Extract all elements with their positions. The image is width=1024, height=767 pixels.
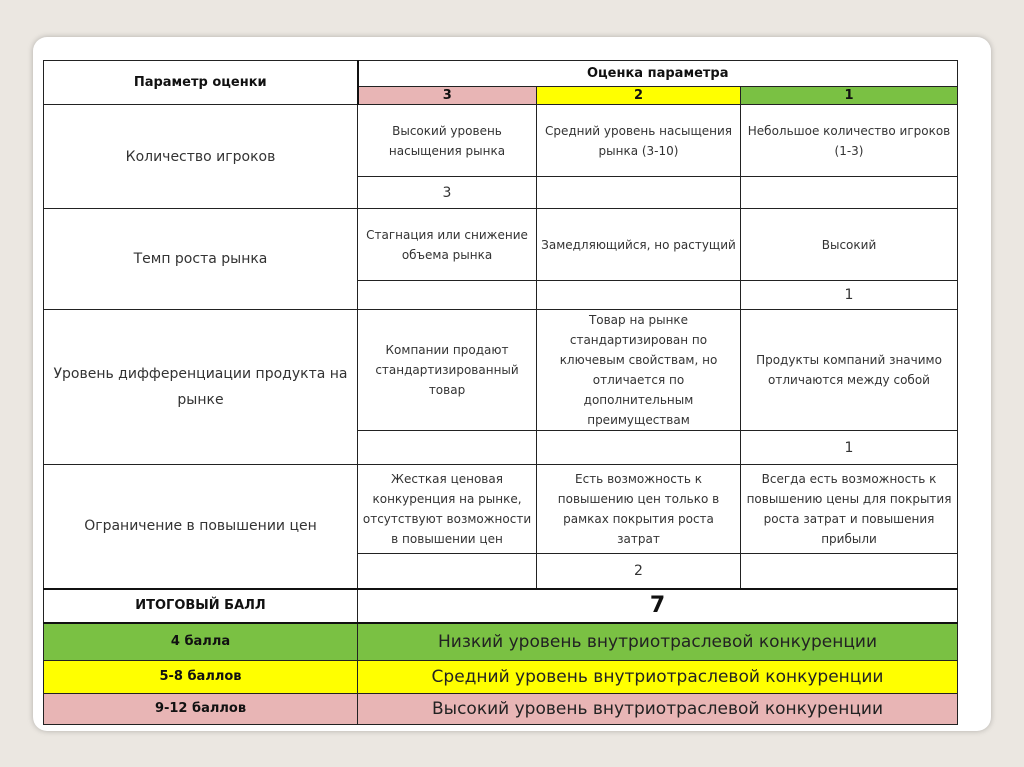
legend-medium-range: 5-8 баллов <box>44 661 358 694</box>
score-cell: 1 <box>741 431 958 465</box>
desc-cell: Всегда есть возможность к повышению цены для покрытия роста затрат и повышения прибыли <box>741 465 958 554</box>
legend-high-text: Высокий уровень внутриотраслевой конкуренции <box>358 694 958 725</box>
grade-3-header: 3 <box>358 87 537 105</box>
score-cell <box>537 281 741 310</box>
desc-cell: Высокий <box>741 209 958 281</box>
score-cell <box>358 554 537 589</box>
score-cell <box>741 554 958 589</box>
desc-cell: Небольшое количество игроков (1-3) <box>741 105 958 177</box>
legend-low-range: 4 балла <box>44 623 358 661</box>
desc-cell: Компании продают стандартизированный товар <box>358 310 537 431</box>
legend-low-text: Низкий уровень внутриотраслевой конкуренции <box>358 623 958 661</box>
desc-cell: Жесткая ценовая конкуренция на рынке, отсутствуют возможности в повышении цен <box>358 465 537 554</box>
grade-1-header: 1 <box>741 87 958 105</box>
desc-cell: Товар на рынке стандартизирован по ключевым свойствам, но отличается по дополнительным преимуществам <box>537 310 741 431</box>
desc-cell: Есть возможность к повышению цен только в рамках покрытия роста затрат <box>537 465 741 554</box>
header-eval-label: Оценка параметра <box>358 61 958 87</box>
param-market-growth: Темп роста рынка <box>44 209 358 310</box>
desc-cell: Средний уровень насыщения рынка (3-10) <box>537 105 741 177</box>
param-players-count: Количество игроков <box>44 105 358 209</box>
legend-high-range: 9-12 баллов <box>44 694 358 725</box>
score-cell <box>358 281 537 310</box>
score-cell <box>358 431 537 465</box>
legend-medium-text: Средний уровень внутриотраслевой конкуренции <box>358 661 958 694</box>
desc-cell: Высокий уровень насыщения рынка <box>358 105 537 177</box>
competition-assessment-table <box>43 60 958 725</box>
param-price-limitation: Ограничение в повышении цен <box>44 465 358 589</box>
score-cell <box>537 431 741 465</box>
total-value: 7 <box>358 589 958 623</box>
score-cell <box>537 177 741 209</box>
desc-cell: Продукты компаний значимо отличаются между собой <box>741 310 958 431</box>
score-cell: 3 <box>358 177 537 209</box>
score-cell <box>741 177 958 209</box>
total-label: ИТОГОВЫЙ БАЛЛ <box>44 589 358 623</box>
score-cell: 1 <box>741 281 958 310</box>
header-param-label: Параметр оценки <box>44 61 358 105</box>
score-cell: 2 <box>537 554 741 589</box>
grade-2-header: 2 <box>537 87 741 105</box>
desc-cell: Стагнация или снижение объема рынка <box>358 209 537 281</box>
param-product-differentiation: Уровень дифференциации продукта на рынке <box>44 310 358 465</box>
desc-cell: Замедляющийся, но растущий <box>537 209 741 281</box>
